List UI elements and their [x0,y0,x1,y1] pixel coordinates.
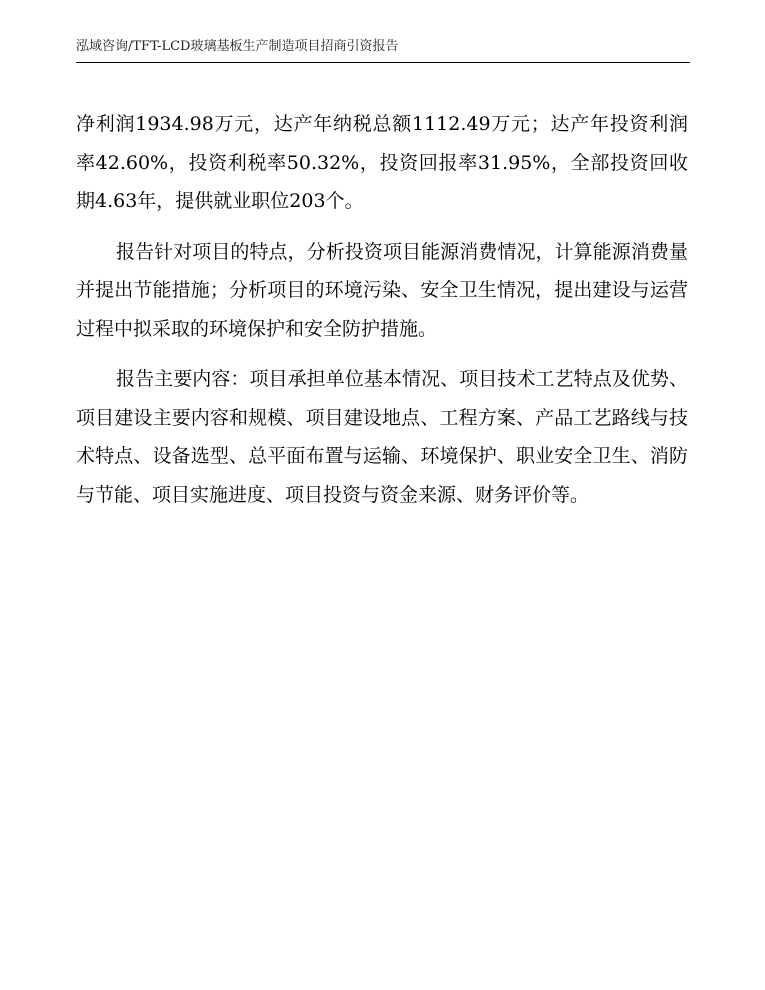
paragraph-financial-summary: 净利润1934.98万元，达产年纳税总额1112.49万元；达产年投资利润率42.60%，投资利税率50.32%，投资回报率31.95%，全部投资回收期4.63年，提供就业职位203个。 [76,113,688,212]
paragraph-energy-environment: 报告针对项目的特点，分析投资项目能源消费情况，计算能源消费量并提出节能措施；分析项目的环境污染、安全卫生情况，提出建设与运营过程中拟采取的环境保护和安全防护措施。 [76,240,688,340]
header-divider [76,62,690,63]
running-header: 泓域咨询/TFT-LCD玻璃基板生产制造项目招商引资报告 [76,39,399,54]
paragraph-report-contents: 报告主要内容：项目承担单位基本情况、项目技术工艺特点及优势、项目建设主要内容和规模、项目建设地点、工程方案、产品工艺路线与技术特点、设备选型、总平面布置与运输、环境保护、职业安全卫生、消防与节能、项目实施进度、项目投资与资金来源、财务评价等。 [76,368,688,506]
document-body [76,105,688,526]
